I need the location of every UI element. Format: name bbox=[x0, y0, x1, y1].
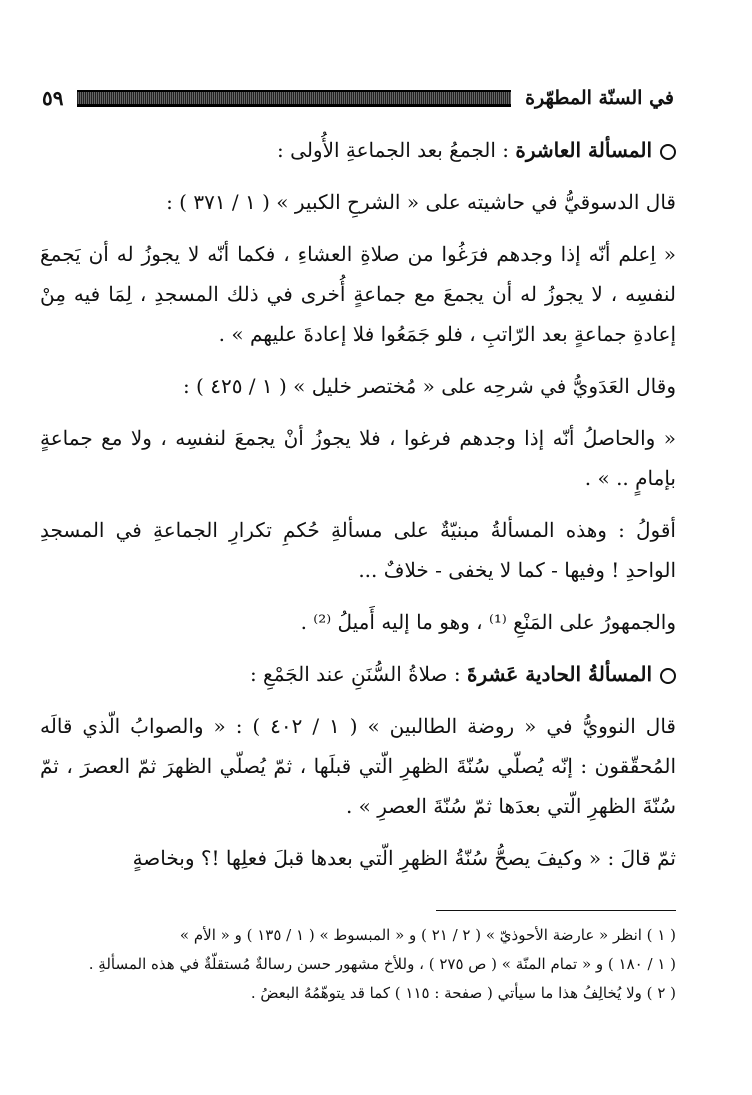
paragraph: قال النوويُّ في « روضة الطالبين » ( ١ / ٤٠٢ ) : « والصوابُ الّذي قالَه المُحقّقون : إنّه يُصلّي سُنّةَ الظهرِ الّتي قبلَها ، ثمّ يُصلّي الظهرَ ثمّ العصرَ ، ثمّ سُنّةَ الظهرِ الّتي بعدَها ثمّ سُنّةَ العصرِ » . bbox=[40, 714, 676, 818]
heading-label: المسألةُ الحادية عَشرةَ bbox=[466, 662, 652, 686]
paragraph: « والحاصلُ أنّه إذا وجدهم فرغوا ، فلا يجوزُ أنْ يجمعَ لنفسِه ، ولا مع جماعةٍ بإمامٍ .. » . bbox=[40, 426, 676, 490]
footnote: ( ٢ ) ولا يُخالِفُ هذا ما سيأتي ( صفحة : ١١٥ ) كما قد يتوهّمُهُ البعضُ . bbox=[250, 984, 676, 1002]
heading-label: المسألة العاشرة bbox=[515, 138, 652, 162]
main-text bbox=[40, 130, 676, 890]
paragraph: ثمّ قالَ : « وكيفَ يصحُّ سُنّةُ الظهرِ الّتي بعدها قبلَ فعلِها !؟ وبخاصةٍ bbox=[132, 846, 676, 870]
paragraph: أقولُ : وهذه المسألةُ مبنيّةٌ على مسألةِ حُكمِ تكرارِ الجماعةِ في المسجدِ الواحدِ ! وفيها - كما لا يخفى - خلافٌ ... bbox=[40, 518, 676, 582]
heading-text: : صلاةُ السُّنَنِ عند الجَمْعِ : bbox=[249, 662, 467, 686]
running-title: في السنّة المطهّرة bbox=[525, 87, 674, 109]
section-heading bbox=[40, 654, 676, 694]
footnote-separator bbox=[436, 910, 676, 911]
footnote: ( ١ ) انظر « عارضة الأحوذيّ » ( ٢ / ٢١ ) و « المبسوط » ( ١ / ١٣٥ ) و « الأم » bbox=[179, 926, 676, 944]
page-number: ٥٩ bbox=[42, 86, 64, 110]
circle-bullet-icon bbox=[660, 668, 676, 684]
header-rule bbox=[77, 90, 511, 107]
section-heading bbox=[40, 130, 676, 170]
footnote: ( ١ / ١٨٠ ) و « تمام المنّة » ( ص ٢٧٥ ) ، وللأخ مشهور حسن رسالةٌ مُستقلّةٌ في هذه المسألةِ . bbox=[88, 955, 676, 973]
paragraph: « اِعلم أنّه إذا وجدهم فرَغُوا من صلاةِ العشاءِ ، فكما أنّه لا يجوزُ له أن يَجمعَ لنفسِه ، لا يجوزُ له أن يجمعَ مع جماعةٍ أُخرى في ذلك المسجدِ ، لِمَا فيه مِنْ إعادةِ جماعةٍ بعد الرّاتبِ ، فلو جَمَعُوا فلا إعادةَ عليهم » . bbox=[40, 242, 676, 346]
paragraph: وقال العَدَويُّ في شرحِه على « مُختصر خليل » ( ١ / ٤٢٥ ) : bbox=[182, 374, 676, 398]
paragraph: والجمهورُ على المَنْعِ ⁽¹⁾ ، وهو ما إليه أَميلُ ⁽²⁾ . bbox=[300, 610, 676, 634]
footnotes bbox=[40, 910, 676, 1008]
heading-text: : الجمعُ بعد الجماعةِ الأُولى : bbox=[277, 138, 516, 162]
circle-bullet-icon bbox=[660, 144, 676, 160]
page-header bbox=[42, 78, 674, 118]
paragraph: قال الدسوقيُّ في حاشيته على « الشرحِ الكبير » ( ١ / ٣٧١ ) : bbox=[166, 190, 676, 214]
